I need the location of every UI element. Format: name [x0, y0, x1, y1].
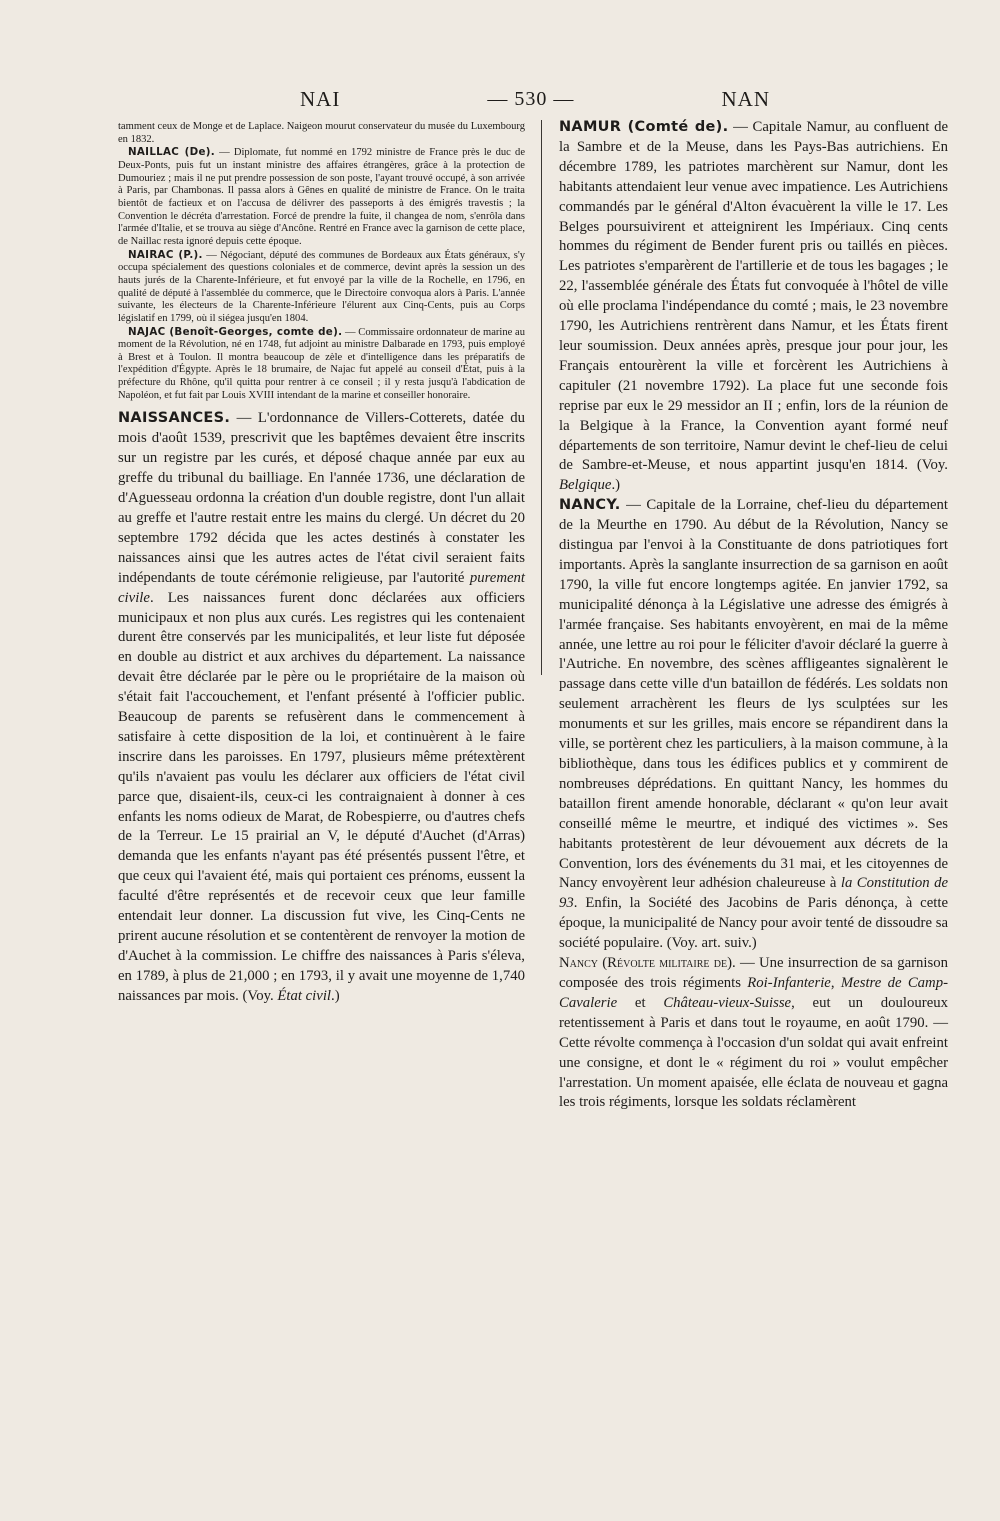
left-column	[118, 121, 525, 1007]
headword: Nancy (Révolte militaire de).	[559, 955, 736, 972]
entry-naillac: NAILLAC (De). — Diplomate, fut nommé en 1792 ministre de France près le duc de Deux-Ponts, puis fut un instant ministre des affaires étrangères, grâce à la protection de Dumouriez ; mais il ne put prendre possession de son poste, l'ayant trouvé occupé, à son arrivée à Paris, par Chambonas. Il passa alors à Gênes en qualité de ministre de France. On le traita bientôt de factieux et on l'accusa de délivrer des passeports à des émigrés travestis ; la Convention le décréta d'arrestation. Forcé de prendre la fuite, il changea de nom, s'enrôla dans l'armée d'Italie, et se trouva au siège d'Ancône. Rentré en France avec la garnison de cette place, de Naillac resta ignoré depuis cette époque.	[118, 146, 525, 247]
entry-nancy-revolte: Nancy (Révolte militaire de). — Une insurrection de sa garnison composée des trois régiments Roi-Infanterie, Mestre de Camp-Cavalerie et Château-vieux-Suisse, eut un douloureux retentissement à Paris et dans tout le royaume, en août 1790. — Cette révolte commença à l'occasion d'un soldat qui avait enfreint une consigne, et dont le « régiment du roi » voulut empêcher l'arrestation. Un moment apaisée, elle éclata de nouveau et gagna les trois régiments, lorsque les soldats réclamèrent	[559, 955, 948, 1111]
entry-nairac: NAIRAC (P.). — Négociant, député des communes de Bordeaux aux États généraux, s'y occupa spécialement des questions coloniales et de commerce, devint après la session un des hauts jurés de la Charente-Inférieure, et fut envoyé par la ville de la Rochelle, en 1796, en qualité de député à l'assemblée du commerce, que le Directoire convoqua alors à Paris. L'année suivante, les électeurs de la Charente-Inférieure l'élurent aux Cinq-Cents, puis au Corps législatif en 1799, où il siégea jusqu'en 1804.	[118, 248, 525, 324]
header-left-keyword: NAI	[300, 86, 341, 111]
entry-najac: NAJAC (Benoît-Georges, comte de). — Commissaire ordonnateur de marine au moment de la Révolution, né en 1748, fut adjoint au ministre Dalbarade en 1793, puis employé à Brest et à Toulon. Il montra beaucoup de zèle et d'intelligence dans les préparatifs de l'expédition d'Égypte. Après le 18 brumaire, de Najac fut appelé au conseil d'État, puis à la préfecture du Rhône, qu'il quitta pour rentrer à ce conseil ; il y resta jusqu'à l'abdication de Napoléon, et fut fait par Louis XVIII intendant de la marine et conseiller honoraire.	[118, 325, 525, 401]
headword: NAISSANCES.	[118, 410, 231, 427]
headword: NANCY.	[559, 497, 621, 514]
header-right-keyword: NAN	[721, 86, 770, 111]
column-rule	[541, 120, 542, 675]
headword: NAJAC (Benoît-Georges, comte de).	[128, 325, 343, 338]
small-print-entries	[118, 121, 525, 402]
entry-namur: NAMUR (Comté de). — Capitale Namur, au confluent de la Sambre et de la Meuse, dans les Pays-Bas autrichiens. En décembre 1789, les patriotes marchèrent sur Namur, dont les habitants attendaient leur venue avec impatience. Les Autrichiens commandés par le général d'Alton évacuèrent la ville le 17. Les Belges poursuivirent et atteignirent les Impériaux. Cinq cents hommes du régiment de Bender furent pris ou taillés en pièces. Les patriotes s'emparèrent de l'artillerie et de tous les bagages ; le 22, l'assemblée générale des États fut convoquée à l'hôtel de ville où elle proclama l'indépendance du comté ; mais, le 23 novembre 1790, les Autrichiens rentrèrent dans Namur, et les États firent leur soumission. Deux années après, presque jour pour jour, les Français entourèrent la ville et forcèrent les Autrichiens à capituler (21 novembre 1792). La place fut une seconde fois reprise par eux le 29 messidor an II ; enfin, lors de la réunion de la Belgique à la France, la Convention ayant formé neuf départements de son territoire, Namur devint le chef-lieu de celui de Sambre-et-Meuse, et nous appartint jusqu'en 1814. (Voy. Belgique.)	[559, 119, 949, 494]
entry-nancy: NANCY. — Capitale de la Lorraine, chef-lieu du département de la Meurthe en 1790. Au début de la Révolution, Nancy se distingua par l'envoi à la Constituante de dons patriotiques fort importants. Après la sanglante insurrection de sa garnison en août 1790, la ville fut encore longtemps agitée. En janvier 1792, sa municipalité dénonça à la Législative une adresse des émigrés à l'armée française. Ses habitants envoyèrent, en mai de la même année, une lettre au roi pour le féliciter d'avoir déclaré la guerre à l'Autriche. En novembre, des scènes affligeantes signalèrent le passage dans cette ville d'un bataillon de fédérés. Les soldats non seulement arrachèrent les fleurs de lys sculptées sur les monuments et sur les grilles, mais encore se répandirent dans la ville, se portèrent chez les particuliers, à la maison commune, à la bibliothèque, dans tous les édifices publics et y commirent de nombreuses déprédations. En quittant Nancy, les hommes du bataillon firent amende honorable, déclarant « qu'on leur avait conseillé même le meurtre, et indiqué des victimes ». Ses habitants protestèrent de leur dévouement aux décrets de la Convention, lors des événements du 31 mai, et les citoyennes de Nancy envoyèrent leur adhésion chaleureuse à la Constitution de 93. Enfin, la Société des Jacobins de Paris dénonça, à cette époque, la municipalité de Nancy pour avoir tenté de dissoudre sa société populaire. (Voy. art. suiv.)	[559, 497, 948, 952]
running-header	[300, 84, 770, 114]
headword: NAIRAC (P.).	[128, 248, 203, 261]
headword: NAILLAC (De).	[128, 146, 215, 159]
large-print-entries	[118, 409, 525, 1006]
page-number: — 530 —	[487, 87, 575, 110]
entry-continuation: tamment ceux de Monge et de Laplace. Naigeon mourut conservateur du musée du Luxembourg en 1832.	[118, 121, 525, 145]
headword: NAMUR	[559, 119, 622, 135]
right-column	[559, 118, 948, 1113]
entry-naissances: NAISSANCES. — L'ordonnance de Villers-Cotterets, datée du mois d'août 1539, prescrivit que les baptêmes devaient être inscrits sur un registre par les curés, et déposé chaque année par eux au greffe du tribunal du bailliage. En l'année 1736, une déclaration de d'Aguesseau ordonna la création d'un double registre, dont l'un allait au greffe et l'autre restait entre les mains du clergé. Un décret du 20 septembre 1792 décida que les actes destinés à constater les naissances ainsi que les autres actes de l'état civil seraient faits indépendants de toute cérémonie religieuse, par l'autorité purement civile. Les naissances furent donc déclarées aux officiers municipaux et non plus aux curés. Les registres qui les contenaient durent être conservés par les municipalités, et leur liste fut déposée en double au district et aux archives du département. La naissance devait être déclarée par le père ou le propriétaire de la maison où s'était fait l'accouchement, et l'enfant présenté à l'officier public. Beaucoup de parents se refusèrent dans le commencement à satisfaire à cette disposition de la loi, et continuèrent à le faire inscrire dans les paroisses. En 1797, plusieurs même prétextèrent qu'ils n'avaient pas voulu les déclarer aux officiers de l'état civil parce que, disaient-ils, ceux-ci les contraignaient à donner à ces enfants les noms odieux de Marat, de Robespierre, ou d'autres chefs de la Terreur. Le 15 prairial an V, le député d'Auchet (d'Arras) demanda que les enfants n'ayant pas été présentés pussent l'être, et que ceux qui l'avaient été, mais qui portaient ces prénoms, eussent la faculté d'être représentés et de recevoir ceux que leur famille entendait leur donner. La discussion fut vive, les Cinq-Cents ne prirent aucune résolution et se contentèrent de renvoyer la motion de d'Auchet à la commission. Le chiffre des naissances à Paris s'éleva, en 1789, à plus de 21,000 ; en 1793, il y avait une moyenne de 1,740 naissances par mois. (Voy. État civil.)	[118, 410, 525, 1004]
